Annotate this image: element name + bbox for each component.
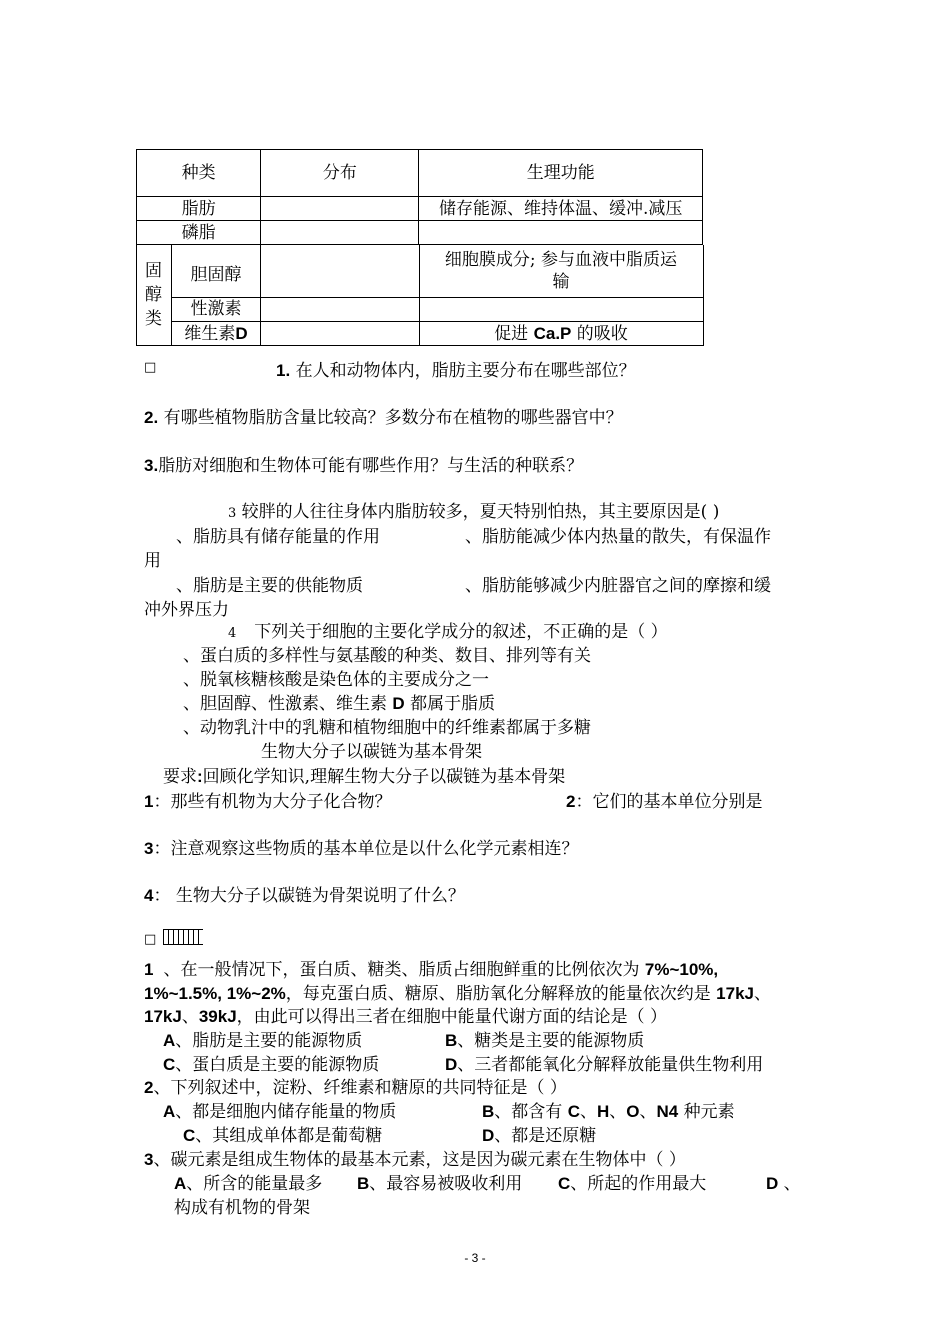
table-row (137, 197, 703, 221)
practice-3-option-d-text: 构成有机物的骨架 (174, 1198, 310, 1218)
distribution-cell (261, 197, 419, 221)
type-vitamin-d: 维生素D (184, 324, 248, 344)
practice-1-line3: 17kJ、39kJ，由此可以得出三者在细胞中能量代谢方面的结论是（ ） (144, 1007, 668, 1027)
mark-glyph: □ (144, 932, 157, 947)
function-vitamin-d: 促进 Ca.P 的吸收 (494, 324, 628, 344)
practice-2-stem: 2、下列叙述中，淀粉、纤维素和糖原的共同特征是（ ） (144, 1078, 567, 1098)
header-distribution: 分布 (261, 150, 419, 197)
section-item-2: 2：它们的基本单位分别是 (566, 792, 763, 812)
sterol-label-char: 类 (145, 309, 162, 329)
section-item-4: 4： 生物大分子以碳链为骨架说明了什么？ (144, 886, 465, 906)
exercise-3-option-a: 、脂肪具有储存能量的作用 (176, 527, 380, 547)
practice-2-option-d: D、都是还原糖 (482, 1126, 597, 1146)
function-cholesterol-line2: 输 (552, 272, 570, 292)
exercise-3-option-b-cont: 用 (144, 551, 161, 571)
exercise-4-option-b: 、脱氧核糖核酸是染色体的主要成分之一 (183, 670, 489, 690)
table-row (137, 221, 703, 245)
boxes-decoration (163, 929, 203, 945)
practice-2-option-a: A、都是细胞内储存能量的物质 (163, 1102, 397, 1122)
sterol-block (136, 245, 703, 346)
function-cholesterol-line1: 细胞膜成分; 参与血液中脂质运 (444, 250, 678, 270)
practice-3-option-c: C、所起的作用最大 (558, 1174, 707, 1194)
page-number: - 3 - (464, 1251, 486, 1265)
exercise-4-option-a: 、蛋白质的多样性与氨基酸的种类、数目、排列等有关 (183, 646, 591, 666)
header-type: 种类 (137, 150, 261, 197)
type-sex-hormone: 性激素 (190, 299, 242, 319)
practice-1-option-a: A、脂肪是主要的能源物质 (163, 1031, 363, 1051)
practice-3-stem: 3、碳元素是组成生物体的最基本元素，这是因为碳元素在生物体中（ ） (144, 1150, 686, 1170)
exercise-4-stem: 4 下列关于细胞的主要化学成分的叙述，不正确的是（ ） (228, 622, 668, 642)
exercise-4-option-d: 、动物乳汁中的乳糖和植物细胞中的纤维素都属于多糖 (183, 718, 591, 738)
practice-1-line1: 1 、在一般情况下，蛋白质、糖类、脂质占细胞鲜重的比例依次为 7%~10%, (144, 960, 719, 980)
practice-2-option-b: B、都含有 C、H、O、N4 种元素 (482, 1102, 735, 1122)
function-cell (419, 221, 703, 245)
exercise-4-option-c: 、胆固醇、性激素、维生素 D 都属于脂质 (183, 694, 496, 714)
table-header-row (137, 150, 703, 197)
practice-2-option-c: C、其组成单体都是葡萄糖 (183, 1126, 383, 1146)
sterol-label-char: 固 (145, 261, 162, 281)
section-item-3: 3：注意观察这些物质的基本单位是以什么化学元素相连？ (144, 839, 579, 859)
type-fat: 脂肪 (137, 197, 261, 221)
practice-3-option-d: D 、 (766, 1174, 801, 1194)
section-requirement: 要求:回顾化学知识,理解生物大分子以碳链为基本骨架 (163, 767, 566, 787)
exercise-3-option-d: 、脂肪能够减少内脏器官之间的摩擦和缓 (465, 576, 771, 596)
function-fat: 储存能源、维持体温、缓冲.减压 (419, 197, 703, 221)
type-cholesterol: 胆固醇 (190, 265, 242, 285)
header-function: 生理功能 (419, 150, 703, 197)
section-item-1: 1：那些有机物为大分子化合物？ (144, 792, 392, 812)
question-1: 1. 在人和动物体内，脂肪主要分布在哪些部位？ (276, 361, 636, 381)
exercise-3-option-b: 、脂肪能减少体内热量的散失，有保温作 (465, 527, 771, 547)
practice-1-option-d: D、三者都能氧化分解释放能量供生物利用 (445, 1055, 764, 1075)
question-2: 2. 有哪些植物脂肪含量比较高？多数分布在植物的哪些器官中？ (144, 408, 623, 428)
practice-1-option-b: B、糖类是主要的能源物质 (445, 1031, 645, 1051)
exercise-3-option-c: 、脂肪是主要的供能物质 (176, 576, 363, 596)
practice-1-line2: 1%~1.5%, 1%~2%，每克蛋白质、糖原、脂肪氧化分解释放的能量依次约是 17kJ、 (144, 984, 771, 1004)
question-3: 3.脂肪对细胞和生物体可能有哪些作用？与生活的种联系？ (144, 456, 584, 476)
practice-3-option-a: A、所含的能量最多 (174, 1174, 323, 1194)
section-title: 生物大分子以碳链为基本骨架 (261, 742, 482, 762)
mark-glyph: □ (144, 360, 157, 375)
practice-3-option-b: B、最容易被吸收利用 (357, 1174, 523, 1194)
distribution-cell (261, 221, 419, 245)
sterol-label-char: 醇 (145, 285, 162, 305)
type-phospholipid: 磷脂 (137, 221, 261, 245)
exercise-3-option-d-cont: 冲外界压力 (144, 600, 229, 620)
practice-1-option-c: C、蛋白质是主要的能源物质 (163, 1055, 380, 1075)
exercise-3-stem: 3 较胖的人往往身体内脂肪较多，夏天特别怕热，其主要原因是( ) (228, 502, 720, 522)
